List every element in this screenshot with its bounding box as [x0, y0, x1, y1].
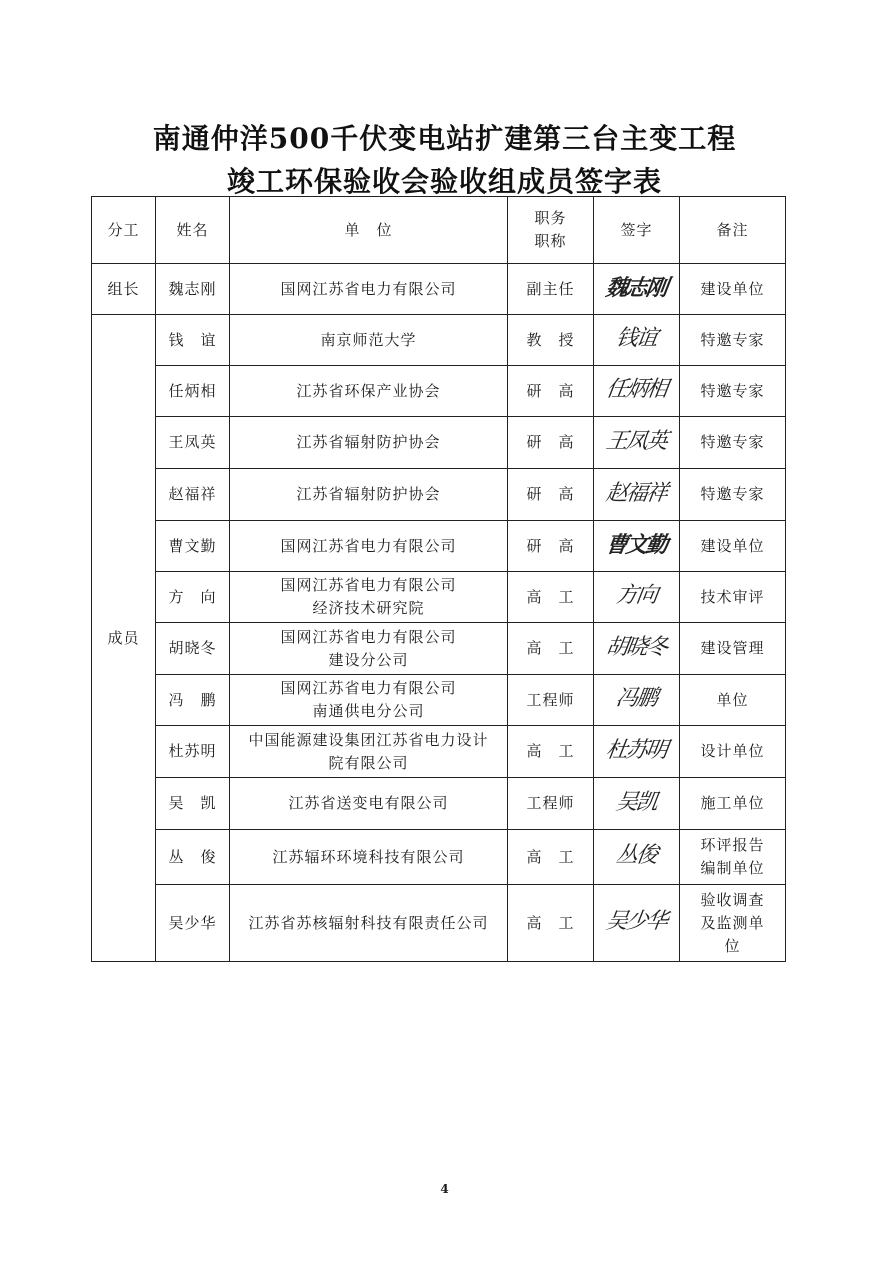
member-unit: 江苏省辐射防护协会	[230, 469, 508, 521]
member-name: 方 向	[156, 572, 230, 623]
table-row	[92, 778, 786, 830]
member-name: 曹文勤	[156, 521, 230, 572]
table-row	[92, 417, 786, 469]
member-remark: 建设单位	[680, 521, 786, 572]
handwritten-signature: 杜苏明	[604, 737, 669, 763]
member-remark-line2: 编制单位	[700, 859, 765, 877]
member-remark: 特邀专家	[680, 417, 786, 469]
leader-unit: 国网江苏省电力有限公司	[230, 264, 508, 315]
table-row	[92, 885, 786, 962]
member-remark: 施工单位	[680, 778, 786, 830]
member-signature-cell	[594, 830, 680, 885]
header-title-line2: 职称	[534, 232, 567, 250]
signature-table	[91, 196, 786, 962]
member-unit-line1: 国网江苏省电力有限公司	[280, 679, 457, 697]
table-row	[92, 675, 786, 726]
table-row	[92, 830, 786, 885]
member-name: 丛 俊	[156, 830, 230, 885]
leader-name: 魏志刚	[156, 264, 230, 315]
member-title: 高 工	[508, 572, 594, 623]
handwritten-signature: 钱谊	[614, 326, 659, 351]
header-role: 分工	[92, 197, 156, 264]
table-row	[92, 572, 786, 623]
member-unit-line1: 国网江苏省电力有限公司	[280, 576, 457, 594]
handwritten-signature: 吴少华	[604, 909, 669, 934]
member-title: 研 高	[508, 366, 594, 417]
member-unit: 江苏省送变电有限公司	[230, 778, 508, 830]
handwritten-signature: 赵福祥	[604, 480, 669, 506]
member-title: 高 工	[508, 623, 594, 675]
member-title: 研 高	[508, 521, 594, 572]
document-title-line2: 竣工环保验收会验收组成员签字表	[226, 165, 662, 198]
leader-title: 副主任	[508, 264, 594, 315]
member-remark: 单位	[680, 675, 786, 726]
member-name: 吴少华	[156, 885, 230, 962]
member-name: 赵福祥	[156, 469, 230, 521]
member-remark-line1: 验收调查	[700, 890, 765, 909]
member-signature-cell	[594, 521, 680, 572]
member-title: 高 工	[508, 726, 594, 778]
member-unit-line1: 中国能源建设集团江苏省电力设计	[248, 730, 489, 749]
member-unit	[230, 623, 508, 675]
member-title: 工程师	[508, 675, 594, 726]
member-title: 工程师	[508, 778, 594, 830]
member-unit-line1: 国网江苏省电力有限公司	[280, 627, 457, 646]
member-signature-cell	[594, 623, 680, 675]
handwritten-signature: 魏志刚	[604, 274, 669, 301]
table-row	[92, 521, 786, 572]
member-remark	[680, 885, 786, 962]
header-title-line1: 职务	[534, 209, 567, 227]
header-signature: 签字	[594, 197, 680, 264]
member-signature-cell	[594, 469, 680, 521]
table-header-row	[92, 197, 786, 264]
members-role: 成员	[92, 315, 156, 962]
member-signature-cell	[594, 885, 680, 962]
member-remark: 特邀专家	[680, 366, 786, 417]
table-row	[92, 623, 786, 675]
member-title: 教 授	[508, 315, 594, 366]
member-signature-cell	[594, 675, 680, 726]
member-unit: 江苏省环保产业协会	[230, 366, 508, 417]
page-number: 4	[440, 1182, 449, 1196]
header-unit: 单 位	[230, 197, 508, 264]
header-title	[508, 197, 594, 264]
table-row	[92, 366, 786, 417]
member-unit-line2: 院有限公司	[328, 753, 409, 772]
member-remark-line2: 及监测单	[700, 913, 765, 932]
member-signature-cell	[594, 726, 680, 778]
member-remark-line3: 位	[724, 936, 741, 955]
member-name: 冯 鹏	[156, 675, 230, 726]
member-unit-line2: 经济技术研究院	[312, 599, 425, 617]
member-title: 研 高	[508, 417, 594, 469]
member-unit: 江苏省辐射防护协会	[230, 417, 508, 469]
member-name: 胡晓冬	[156, 623, 230, 675]
handwritten-signature: 方向	[614, 583, 659, 608]
member-name: 任炳相	[156, 366, 230, 417]
handwritten-signature: 任炳相	[604, 377, 669, 402]
member-remark: 特邀专家	[680, 315, 786, 366]
leader-role: 组长	[92, 264, 156, 315]
member-signature-cell	[594, 315, 680, 366]
leader-signature-cell	[594, 264, 680, 315]
leader-remark: 建设单位	[680, 264, 786, 315]
member-unit: 江苏辐环环境科技有限公司	[230, 830, 508, 885]
member-remark: 技术审评	[680, 572, 786, 623]
member-unit-line2: 南通供电分公司	[312, 702, 425, 720]
handwritten-signature: 丛俊	[614, 843, 659, 868]
member-remark: 设计单位	[680, 726, 786, 778]
handwritten-signature: 胡晓冬	[604, 634, 669, 660]
member-name: 杜苏明	[156, 726, 230, 778]
member-remark	[680, 830, 786, 885]
member-unit-line2: 建设分公司	[328, 650, 409, 669]
member-name: 吴 凯	[156, 778, 230, 830]
handwritten-signature: 吴凯	[614, 789, 659, 815]
member-unit	[230, 726, 508, 778]
member-remark: 特邀专家	[680, 469, 786, 521]
member-remark-line1: 环评报告	[700, 836, 765, 854]
member-unit: 国网江苏省电力有限公司	[230, 521, 508, 572]
member-signature-cell	[594, 572, 680, 623]
member-name: 钱 谊	[156, 315, 230, 366]
table-row	[92, 469, 786, 521]
member-name: 王凤英	[156, 417, 230, 469]
member-unit: 南京师范大学	[230, 315, 508, 366]
table-row	[92, 315, 786, 366]
member-signature-cell	[594, 366, 680, 417]
handwritten-signature: 王凤英	[604, 428, 669, 454]
member-title: 研 高	[508, 469, 594, 521]
member-unit	[230, 572, 508, 623]
table-row	[92, 726, 786, 778]
handwritten-signature: 曹文勤	[604, 531, 669, 558]
member-signature-cell	[594, 417, 680, 469]
member-title: 高 工	[508, 885, 594, 962]
header-remark: 备注	[680, 197, 786, 264]
document-title-line1: 南通仲洋500千伏变电站扩建第三台主变工程	[152, 122, 737, 155]
member-unit	[230, 675, 508, 726]
handwritten-signature: 冯鹏	[614, 686, 659, 711]
member-signature-cell	[594, 778, 680, 830]
header-name: 姓名	[156, 197, 230, 264]
member-title: 高 工	[508, 830, 594, 885]
table-row	[92, 264, 786, 315]
member-unit: 江苏省苏核辐射科技有限责任公司	[230, 885, 508, 962]
member-remark: 建设管理	[680, 623, 786, 675]
